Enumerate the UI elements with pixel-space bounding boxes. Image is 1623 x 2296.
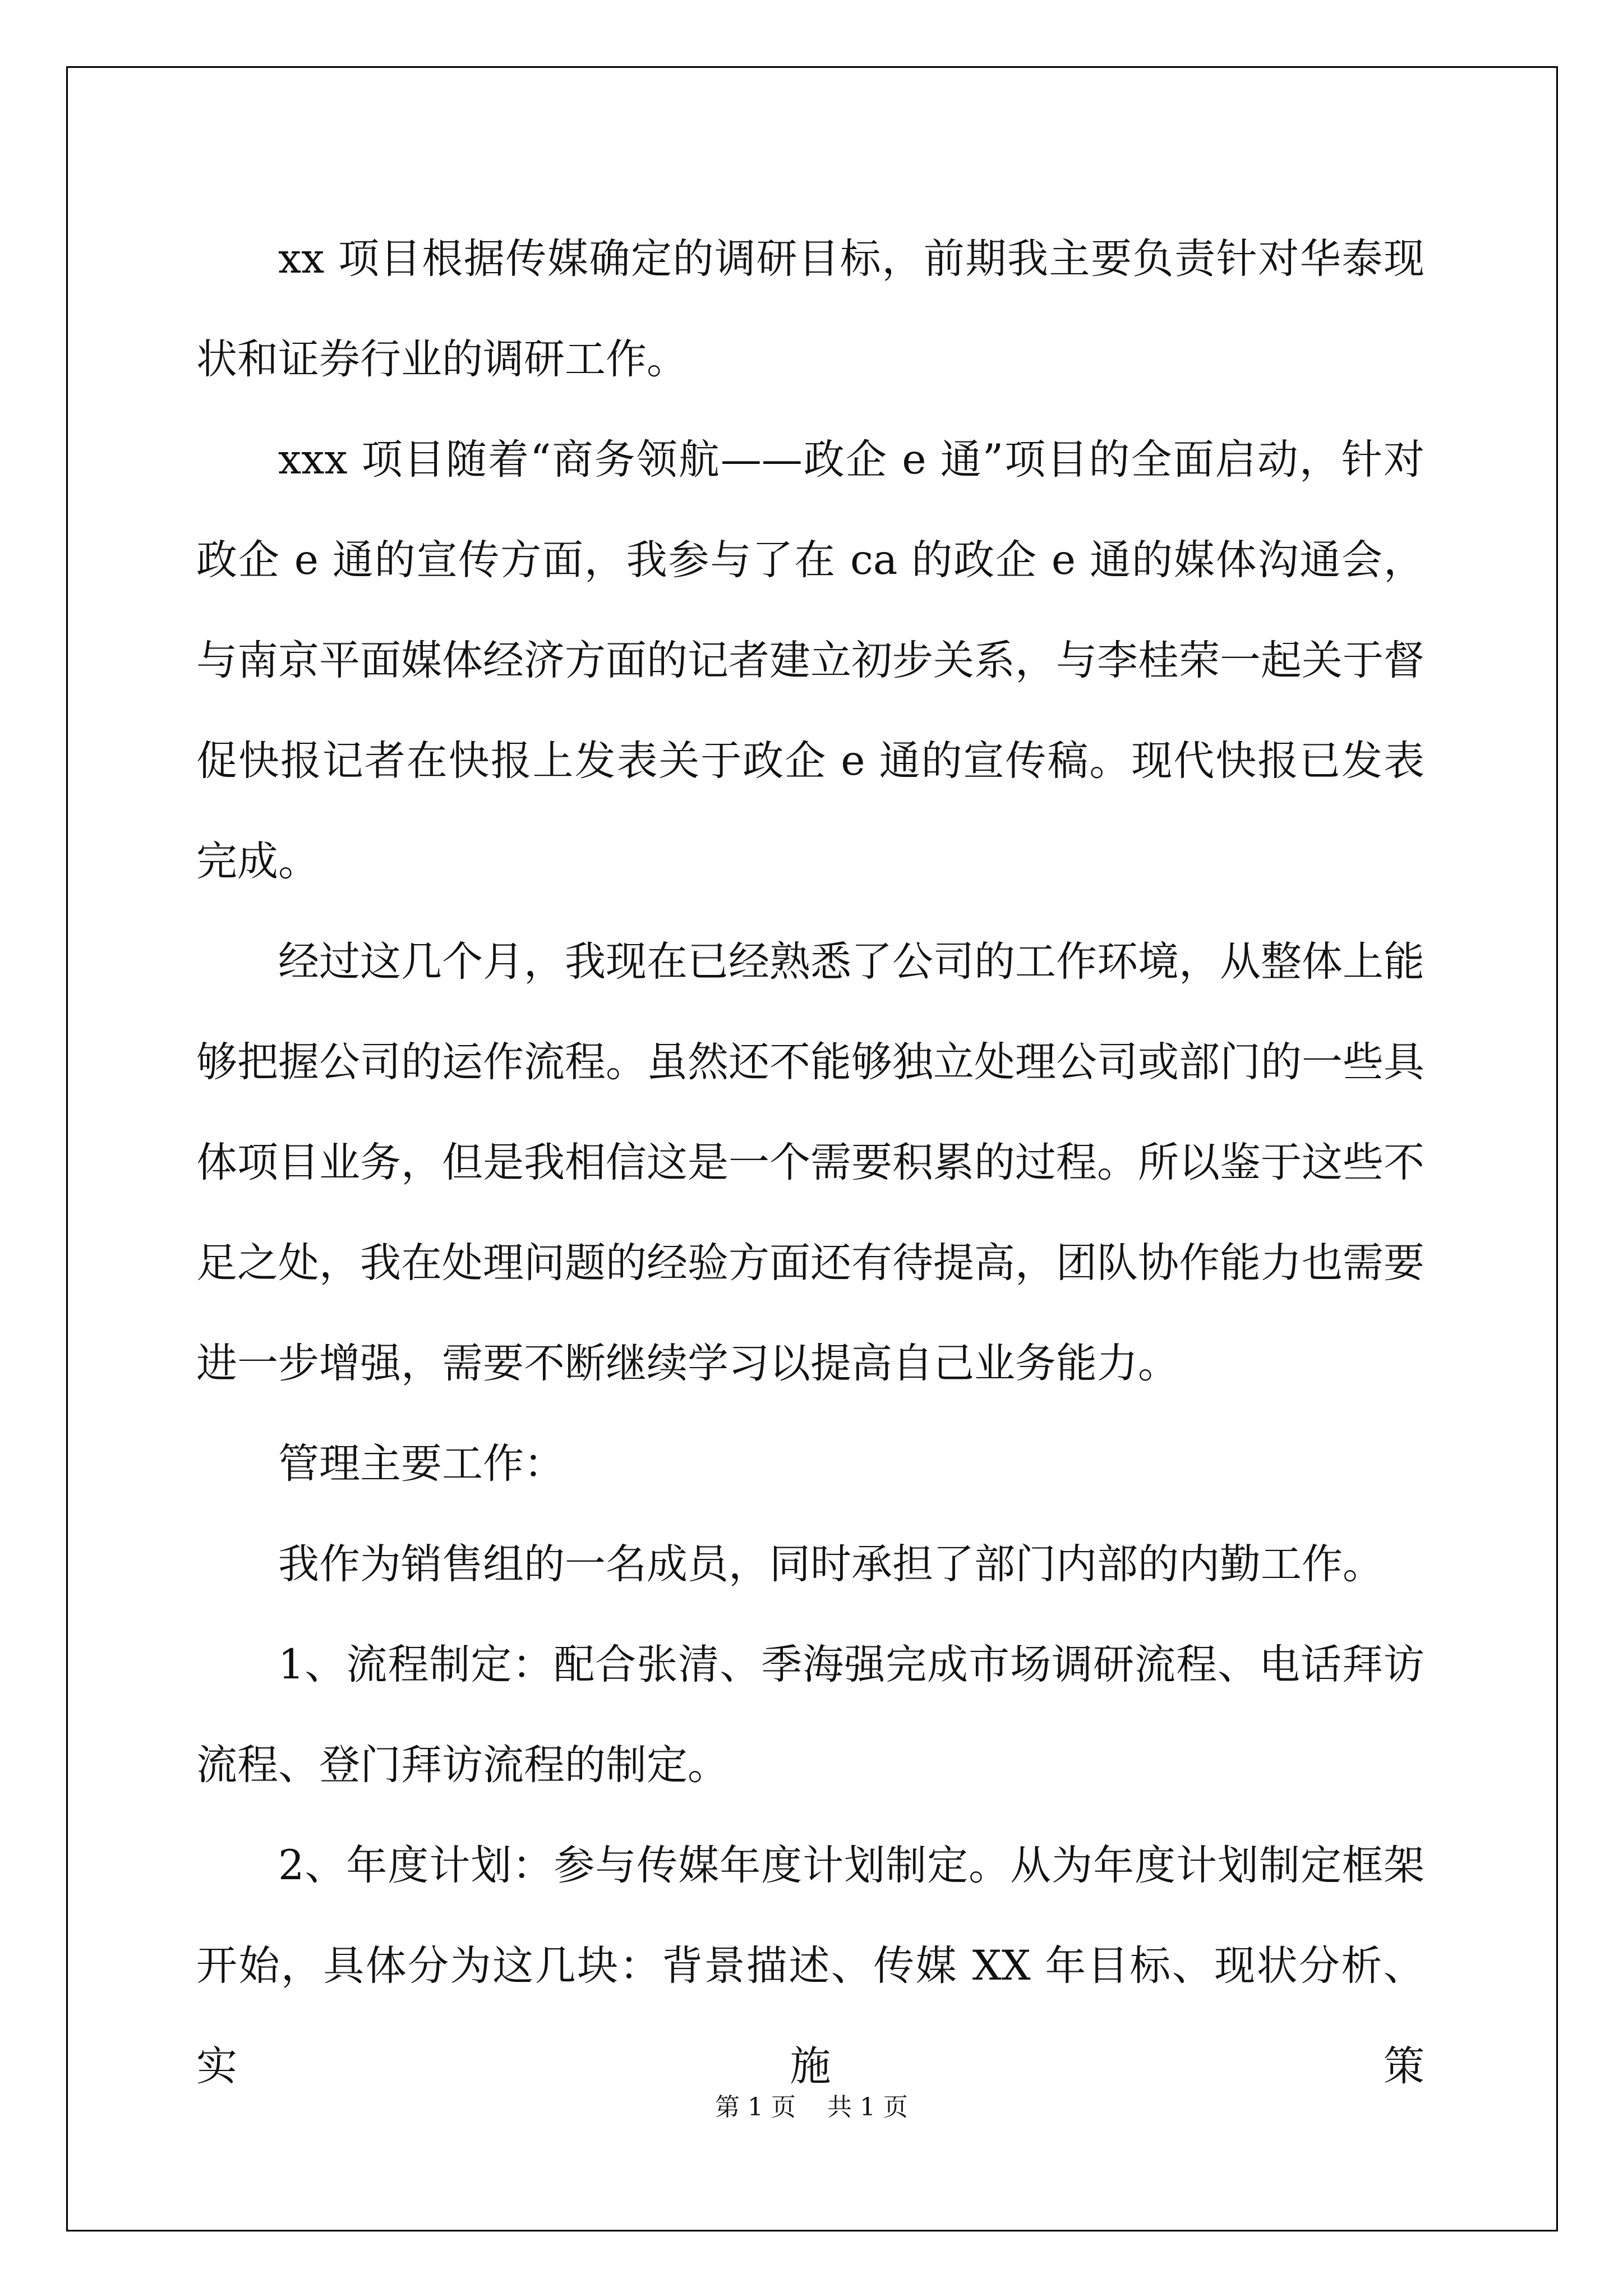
paragraph-process-design: 1、流程制定：配合张清、季海强完成市场调研流程、电话拜访流程、登门拜访流程的制定。 <box>196 1641 1424 1789</box>
paragraph-annual-plan: 2、年度计划：参与传媒年度计划制定。从为年度计划制定框架开始，具体分为这几块：背景描述、传媒 XX 年目标、现状分析、实施策 <box>196 1842 1424 2090</box>
paragraph-research-targets: xx 项目根据传媒确定的调研目标，前期我主要负责针对华泰现状和证券行业的调研工作。 <box>196 235 1424 383</box>
paragraph-role-description: 我作为销售组的一名成员，同时承担了部门内部的内勤工作。 <box>278 1540 1384 1588</box>
paragraph-e-tong-project: xxx 项目随着“商务领航——政企 e 通”项目的全面启动，针对政企 e 通的宣传方面，我参与了在 ca 的政企 e 通的媒体沟通会，与南京平面媒体经济方面的记者建立初步关系，与李桂荣一起关于督促快报记者在快报上发表关于政企 e 通的宣传稿。现代快报已发表完成。 <box>196 436 1424 885</box>
paragraph-self-assessment: 经过这几个月，我现在已经熟悉了公司的工作环境，从整体上能够把握公司的运作流程。虽然还不能够独立处理公司或部门的一些具体项目业务，但是我相信这是一个需要积累的过程。所以鉴于这些不足之处，我在处理问题的经验方面还有待提高，团队协作能力也需要进一步增强，需要不断继续学习以提高自己业务能力。 <box>196 938 1424 1387</box>
page-footer: 第 1 页 共 1 页 <box>715 2093 908 2122</box>
document-body <box>196 209 1424 2116</box>
paragraph-management-heading: 管理主要工作： <box>278 1440 565 1488</box>
